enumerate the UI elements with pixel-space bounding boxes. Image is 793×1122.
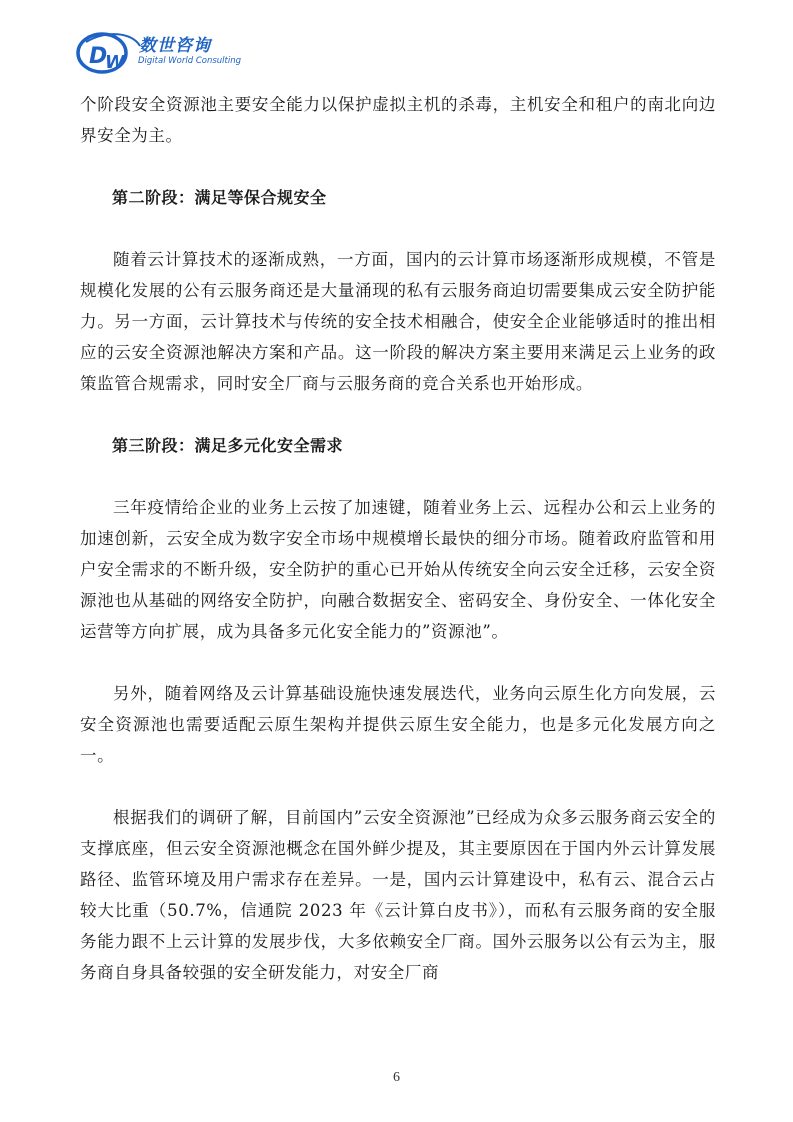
header xyxy=(76,26,296,78)
page-number: 6 xyxy=(393,1070,400,1085)
brand-subtitle: Digital World Consulting xyxy=(138,56,242,66)
svg-text:W: W xyxy=(105,52,125,73)
paragraph-stage-3: 三年疫情给企业的业务上云按了加速键，随着业务上云、远程办公和云上业务的加速创新，云安全成为数字安全市场中规模增长最快的细分市场。随着政府监管和用户安全需求的不断升级，安全防护的重心已开始从传统安全向云安全迁移，云安全资源池也从基础的网络安全防护，向融合数据安全、密码安全、身份安全、一体化安全运营等方向扩展，成为具备多元化安全能力的”资源池”。 xyxy=(80,498,716,641)
paragraph-stage-2: 随着云计算技术的逐渐成熟，一方面，国内的云计算市场逐渐形成规模，不管是规模化发展的公有云服务商还是大量涌现的私有云服务商迫切需要集成云安全防护能力。另一方面，云计算技术与传统的安全技术相融合，使安全企业能够适时的推出相应的云安全资源池解决方案和产品。这一阶段的解决方案主要用来满足云上业务的政策监管合规需求，同时安全厂商与云服务商的竞合关系也开始形成。 xyxy=(80,250,716,393)
dw-logo-icon xyxy=(76,26,142,76)
document-body xyxy=(80,89,716,988)
svg-text:D: D xyxy=(89,44,108,69)
paragraph-research: 根据我们的调研了解，目前国内”云安全资源池”已经成为众多云服务商云安全的支撑底座，但云安全资源池概念在国外鲜少提及，其主要原因在于国内外云计算发展路径、监管环境及用户需求存在差异。一是，国内云计算建设中，私有云、混合云占较大比重（50.7%，信通院 2023 年《云计算白皮书》），而私有云服务商的安全服务能力跟不上云计算的发展步伐，大多依赖安全厂商。国外云服务以公有云为主，服务商自身具备较强的安全研发能力，对安全厂商 xyxy=(80,808,716,982)
paragraph-cloud-native: 另外，随着网络及云计算基础设施快速发展迭代，业务向云原生化方向发展，云安全资源池也需要适配云原生架构并提供云原生安全能力，也是多元化发展方向之一。 xyxy=(80,684,716,765)
section-heading-stage-2: 第二阶段：满足等保合规安全 xyxy=(112,188,327,207)
section-heading-stage-3: 第三阶段：满足多元化安全需求 xyxy=(112,436,344,455)
paragraph-continued: 个阶段安全资源池主要安全能力以保护虚拟主机的杀毒，主机安全和租户的南北向边界安全为主。 xyxy=(80,95,716,145)
brand-name: 数世咨询 xyxy=(139,36,211,56)
